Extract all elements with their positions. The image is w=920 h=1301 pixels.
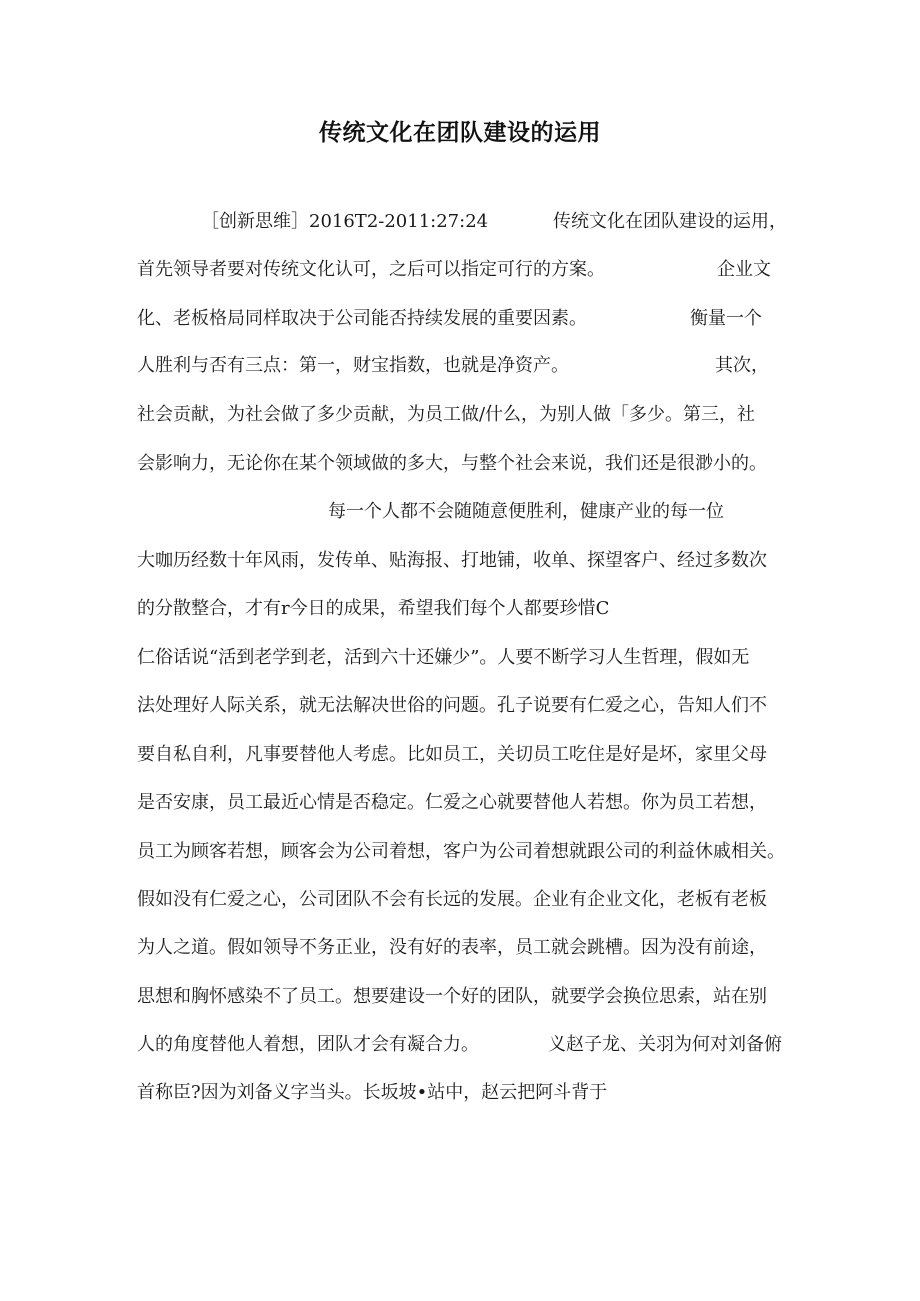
text-segment: 义赵子龙、关羽为何对刘备俯 [548, 1034, 782, 1055]
text-line [137, 449, 787, 479]
text-segment: 大咖历经数十年风雨，发传单、贴海报、打地铺，收单、探望客户、经过多数次 [137, 550, 767, 571]
text-line [137, 546, 787, 576]
text-segment: 企业文 [717, 259, 771, 280]
text-segment: 传统文化在团队建设的运用， [553, 211, 787, 232]
text-line [137, 594, 787, 624]
text-line [137, 837, 787, 867]
text-segment: 每一个人都不会随随意便胜利，健康产业的每一位 [328, 501, 724, 522]
text-line [137, 643, 787, 673]
text-line [137, 885, 787, 915]
text-segment: 化、老板格局同样取决于公司能否持续发展的重要因素。 [137, 308, 587, 329]
text-segment: 为人之道。假如领导不务正业，没有好的表率，员工就会跳槽。因为没有前途， [137, 937, 767, 958]
text-segment: 衡量一个 [690, 308, 762, 329]
text-line [137, 207, 787, 237]
text-segment: ［创新思维］2016T2-2011:27:24 [201, 211, 489, 232]
text-segment: 首称臣?因为刘备义字当头。长坂坡•站中，赵云把阿斗背于 [137, 1082, 608, 1103]
text-line [137, 255, 787, 285]
text-line [137, 982, 787, 1012]
text-segment: 会影响力，无论你在某个领域做的多大，与整个社会来说，我们还是很渺小的。 [137, 453, 767, 474]
text-line [137, 788, 787, 818]
text-segment: 是否安康，员工最近心情是否稳定。仁爱之心就要替他人若想。你为员工若想， [137, 792, 767, 813]
document-title: 传统文化在团队建设的运用 [319, 120, 601, 146]
text-line [137, 933, 787, 963]
text-line [137, 691, 787, 721]
text-segment: 首先领导者要对传统文化认可，之后可以指定可行的方案。 [137, 259, 605, 280]
text-segment: 仁俗话说“活到老学到老，活到六十还嫌少”。人要不断学习人生哲理，假如无 [137, 647, 750, 668]
text-segment: 的分散整合，才有r今日的成果，希望我们每个人都要珍惜C [137, 598, 610, 619]
text-segment: 人的角度替他人着想，团队才会有凝合力。 [137, 1034, 479, 1055]
text-line [137, 351, 787, 381]
text-segment: 假如没有仁爱之心，公司团队不会有长远的发展。企业有企业文化，老板有老板 [137, 889, 767, 910]
text-segment: 法处理好人际关系，就无法解决世俗的问题。孔子说要有仁爱之心，告知人们不 [137, 695, 767, 716]
text-segment: 社会贡献，为社会做了多少贡献，为员工做/什么，为别人做「多少。第三，社 [137, 404, 756, 425]
text-line [137, 497, 787, 527]
text-segment: 思想和胸怀感染不了员工。想要建设一个好的团队，就要学会换位思索，站在别 [137, 986, 767, 1007]
text-line [137, 1078, 787, 1108]
text-line [137, 304, 787, 334]
text-segment: 要自私自利，凡事要替他人考虑。比如员工，关切员工吃住是好是坏，家里父母 [137, 744, 767, 765]
text-line [137, 1030, 787, 1060]
text-line [137, 400, 787, 430]
text-segment: 人胜利与否有三点：第一，财宝指数，也就是净资产。 [137, 355, 569, 376]
text-line [137, 740, 787, 770]
text-segment: 其次， [715, 355, 769, 376]
text-segment: 员工为顾客若想，顾客会为公司着想，客户为公司着想就跟公司的利益休戚相关。 [137, 841, 785, 862]
